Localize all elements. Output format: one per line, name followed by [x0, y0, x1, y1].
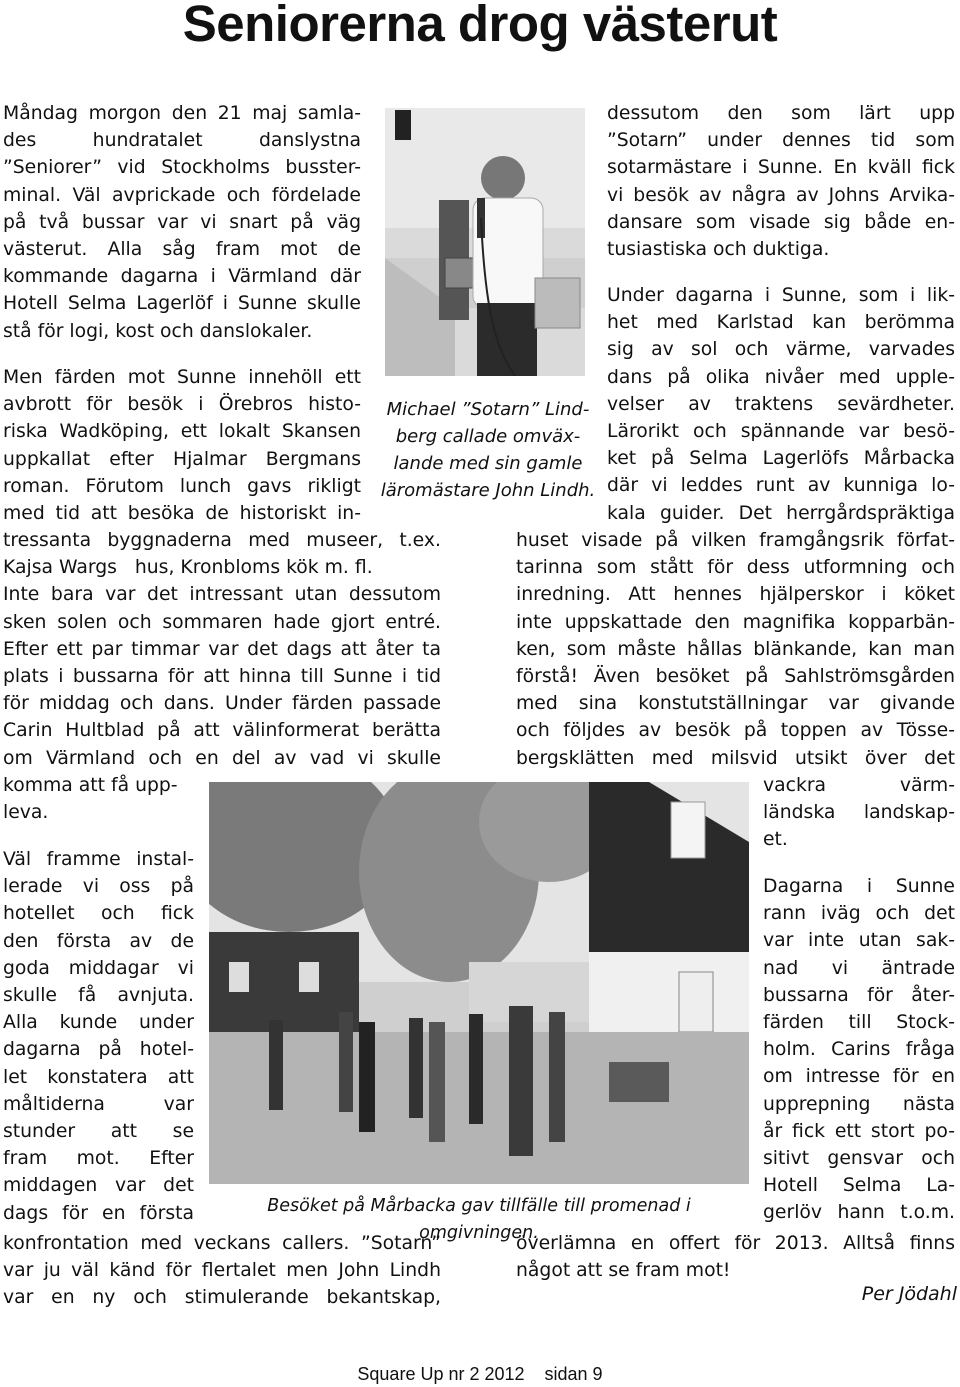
text-line: Hotell Selma La- [763, 1175, 955, 1197]
text-line: var ju väl känd för flertalet men John Lindh [3, 1260, 441, 1282]
text-line: tusiastiska och duktiga. [607, 239, 830, 261]
col1-para3 [3, 846, 194, 1227]
text-line: inte uppskattade den magnifika kopparbän- [516, 611, 955, 633]
caption-line: berg callade omväx- [395, 426, 581, 447]
text-line: Dagarna i Sunne [763, 876, 955, 897]
text-line: lerade vi oss på [3, 876, 194, 898]
text-line: på två bussar var vi snart på väg [3, 211, 361, 233]
text-line: Kajsa Wargs hus, Kronbloms kök m. fl. [3, 557, 373, 579]
text-line: plats i bussarna för att hinna till Sunne i tid [3, 666, 441, 688]
text-line: ländska landskap- [763, 802, 955, 824]
text-line: riska Wadköping, ett lokalt Skansen [3, 421, 361, 443]
text-line: het med Karlstad kan berömma [607, 312, 955, 334]
text-line: bergsklätten med milsvid utsikt över det [516, 747, 955, 769]
text-line: förstå! Även besöket på Sahlströmsgården [516, 666, 955, 688]
text-line: dans på olika nivåer med upple- [607, 366, 955, 388]
text-line: vi besök av några av Johns Arvika- [607, 184, 955, 206]
text-line: avbrott för besök i Örebros histo- [3, 394, 361, 416]
text-line: kala guider. Det herrgårdspräktiga [607, 502, 955, 524]
text-line: ket på Selma Lagerlöfs Mårbacka [607, 448, 955, 470]
text-line: stå för logi, kost och danslokaler. [3, 320, 313, 342]
text-line: Efter ett par timmar var det dags att åter ta [3, 638, 441, 660]
text-line: dags för en första [3, 1202, 194, 1224]
marbacka-photo-image [209, 782, 749, 1184]
text-line: om intresse för en [763, 1066, 955, 1088]
text-line: var inte utan sak- [763, 930, 955, 952]
text-line: Men färden mot Sunne innehöll ett [3, 367, 361, 388]
text-line: goda middagar vi [3, 957, 194, 979]
text-line: om Värmland och en del av vad vi skulle [3, 747, 441, 769]
text-line: Under dagarna i Sunne, som i lik- [607, 285, 955, 306]
caller-photo-image [385, 108, 585, 376]
text-line: et. [763, 829, 788, 851]
col1-para2 [3, 364, 361, 527]
text-line: komma att få upp- [3, 775, 178, 796]
text-line: överlämna en offert för 2013. Alltså finns [516, 1233, 955, 1254]
text-line: dansare som visade sig både en- [607, 211, 955, 233]
text-line: med sina konstutställningar var givande [516, 693, 955, 715]
text-line: kommande dagarna i Värmland där [3, 266, 361, 288]
text-line: konfrontation med veckans callers. ”Sotarn” [3, 1233, 441, 1254]
text-line: Måndag morgon den 21 maj samla- [3, 103, 361, 124]
text-line: skulle få avnjuta. [3, 985, 194, 1007]
text-line: där vi leddes runt av kunniga lo- [607, 475, 955, 497]
text-line: Inte bara var det intressant utan dessutom [3, 584, 441, 606]
marbacka-photo [209, 782, 749, 1184]
text-line: huset visade på vilken framgångsrik förfat- [516, 530, 955, 551]
text-line: Carin Hultblad på att välinformerat berätta [3, 720, 441, 742]
text-line: holm. Carins fråga [763, 1039, 955, 1061]
caption-line: lande med sin gamle [393, 453, 583, 474]
text-line: något att se fram mot! [516, 1260, 731, 1282]
article-title: Seniorerna drog västerut [182, 0, 778, 52]
text-line: Hotell Selma Lagerlöf i Sunne skulle [3, 293, 361, 315]
col2-para2-end [763, 772, 955, 854]
text-line: var en ny och stimulerande bekantskap, [3, 1287, 441, 1309]
text-line: Alla kunde under [3, 1012, 194, 1034]
text-line: tressanta byggnaderna med museer, t.ex. [3, 530, 441, 551]
text-line: Lärorikt och spännande var besö- [607, 421, 955, 443]
text-line: dessutom den som lärt upp [607, 103, 955, 124]
text-line: sitivt gensvar och [763, 1148, 955, 1170]
text-line: och följdes av besök på toppen av Tösse- [516, 720, 955, 742]
text-line: nad vi äntrade [763, 957, 955, 979]
text-line: fram mot. Efter [3, 1148, 194, 1170]
text-line: med tid att besöka de historiskt in- [3, 503, 361, 525]
text-line: rann iväg och det [763, 903, 955, 925]
text-line: den första av de [3, 930, 194, 952]
text-line: uppkallat efter Hjalmar Bergmans [3, 448, 361, 470]
caption-line: Michael ”Sotarn” Lind- [386, 399, 590, 420]
caller-photo-caption [370, 396, 606, 504]
text-line: färden till Stock- [763, 1012, 955, 1034]
text-line: roman. Förutom lunch gavs rikligt [3, 475, 361, 497]
text-line: för middag och dans. Under färden passade [3, 693, 441, 715]
text-line: ”Seniorer” vid Stockholms busster- [3, 157, 361, 179]
text-line: sig av sol och värme, varvades [607, 339, 955, 361]
col2-para2 [607, 282, 955, 527]
text-line: vackra värm- [763, 775, 955, 796]
page-footer: Square Up nr 2 2012 sidan 9 [357, 1364, 603, 1384]
text-line: inredning. Att hennes hjälperskor i köket [516, 584, 955, 606]
text-line: sken solen och sommaren hade gjort entré. [3, 611, 441, 633]
text-line: år fick ett stort po- [763, 1120, 955, 1142]
col2-para3 [763, 873, 955, 1227]
text-line: minal. Väl avprickade och fördelade [3, 184, 361, 206]
text-line: ”Sotarn” under dennes tid som [607, 130, 955, 152]
text-line: stunder att se [3, 1121, 194, 1143]
caption-line: läromästare John Lindh. [380, 480, 596, 501]
col1-para2-end [3, 772, 203, 826]
col1-para2-continued [3, 527, 441, 772]
text-line: middagen var det [3, 1175, 194, 1197]
author-signature: Per Jödahl [861, 1283, 957, 1305]
text-line: dagarna på hotel- [3, 1039, 194, 1061]
text-line: sotarmästare i Sunne. En kväll fick [607, 157, 955, 179]
text-line: måltiderna var [3, 1093, 194, 1115]
text-line: ken, som måste hållas blänkande, kan man [516, 638, 955, 660]
col2-para1 [607, 100, 955, 263]
text-line: leva. [3, 802, 49, 824]
text-line: västerut. Alla såg fram mot de [3, 239, 361, 261]
text-line: tarinna som stått för dess utformning och [516, 557, 955, 579]
text-line: hotellet och fick [3, 903, 194, 925]
text-line: Väl framme instal- [3, 849, 194, 870]
text-line: let konstatera att [3, 1066, 194, 1088]
col2-para2-continued [516, 527, 955, 772]
text-line: velser av traktens sevärdheter. [607, 393, 955, 415]
caller-photo [385, 108, 585, 376]
text-line: upprepning nästa [763, 1093, 955, 1115]
marbacka-photo-caption: Besöket på Mårbacka gav tillfälle till promenad i omgivningen. [267, 1196, 691, 1243]
text-line: gerlöv hann t.o.m. [763, 1202, 955, 1224]
text-line: des hundratalet danslystna [3, 130, 361, 152]
text-line: bussarna för åter- [763, 984, 955, 1006]
col1-para1 [3, 100, 361, 345]
